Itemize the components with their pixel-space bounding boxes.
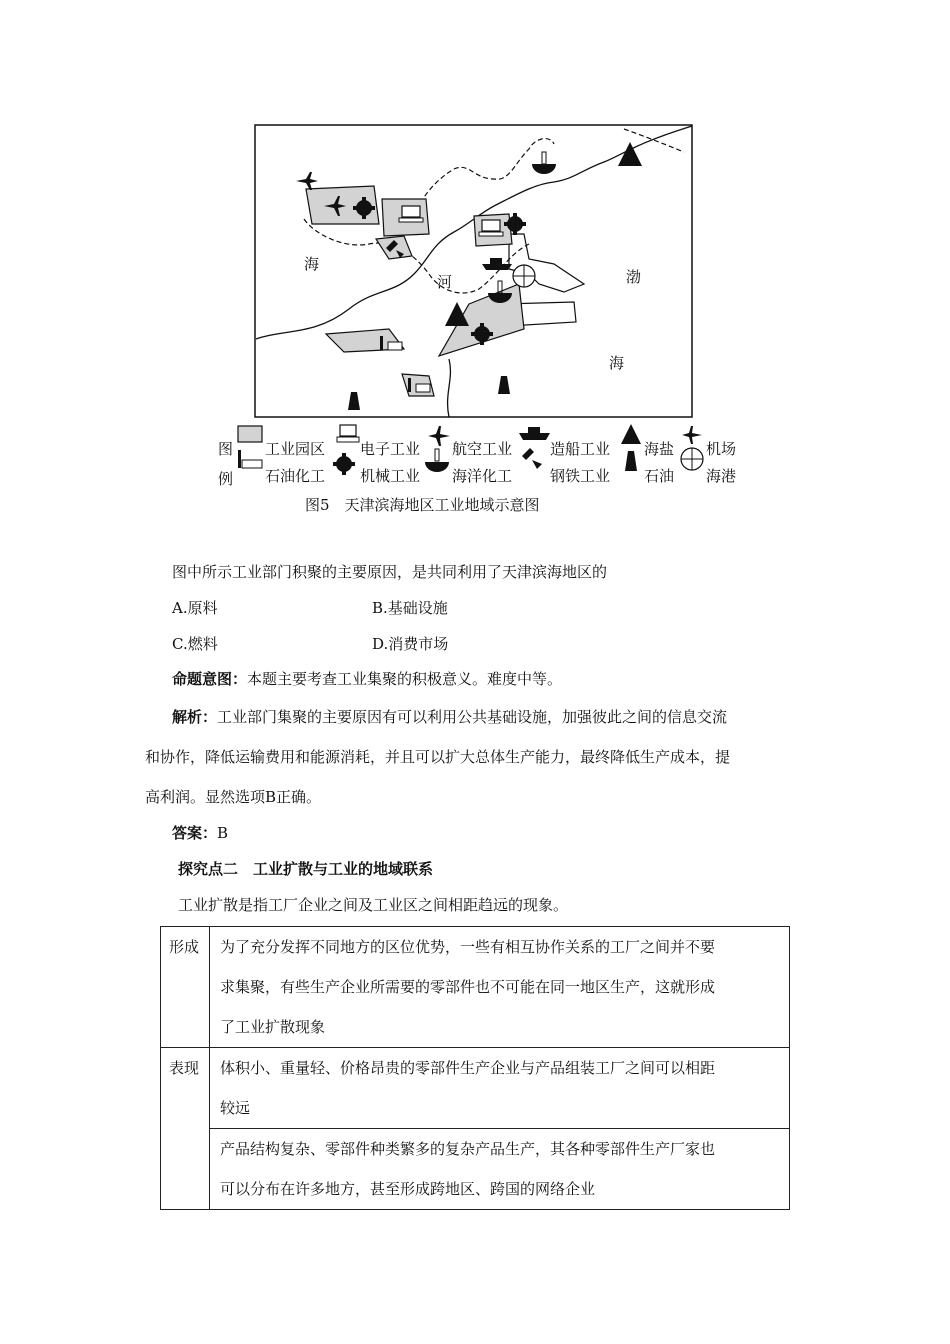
answer-value: B bbox=[217, 824, 229, 842]
section-intro: 工业扩散是指工厂企业之间及工业区之间相距趋远的现象。 bbox=[178, 896, 569, 914]
label-river: 河 bbox=[437, 273, 453, 291]
table-line: 体积小、重量轻、价格昂贵的零部件生产企业与产品组装工厂之间可以相距 bbox=[220, 1059, 716, 1077]
table-row bbox=[161, 927, 790, 1048]
ship-icon bbox=[518, 426, 552, 442]
table-row bbox=[161, 1129, 790, 1210]
answer-label: 答案： bbox=[172, 824, 218, 842]
industrial-region-map bbox=[254, 124, 694, 420]
table-line: 较远 bbox=[220, 1099, 251, 1117]
label-bohai: 渤 bbox=[626, 268, 642, 286]
port-icon bbox=[513, 265, 535, 287]
legend-label-oil: 石油 bbox=[644, 467, 675, 485]
option-b: B.基础设施 bbox=[372, 599, 448, 617]
diffusion-table bbox=[160, 926, 790, 1210]
flask-icon bbox=[424, 448, 450, 474]
table-line: 了工业扩散现象 bbox=[220, 1018, 326, 1036]
intent-label: 命题意图： bbox=[172, 670, 248, 688]
legend-label-aviation: 航空工业 bbox=[452, 440, 513, 458]
legend-label-port: 海港 bbox=[706, 467, 737, 485]
analysis-line-2: 和协作，降低运输费用和能源消耗，并且可以扩大总体生产能力，最终降低生产成本，提 bbox=[145, 748, 731, 766]
table-line: 求集聚，有些生产企业所需要的零部件也不可能在同一地区生产，这就形成 bbox=[220, 978, 716, 996]
row-body-manifestation-2 bbox=[210, 1129, 790, 1210]
legend-label-marine-chemical: 海洋化工 bbox=[452, 467, 513, 485]
analysis-label: 解析： bbox=[172, 708, 218, 726]
row-body-manifestation-1 bbox=[210, 1048, 790, 1129]
row-head-manifestation: 表现 bbox=[161, 1048, 210, 1210]
legend-label-shipbuilding: 造船工业 bbox=[550, 440, 611, 458]
table-line: 为了充分发挥不同地方的区位优势，一些有相互协作关系的工厂之间并不要 bbox=[220, 938, 716, 956]
airport-icon bbox=[680, 424, 704, 446]
port-icon bbox=[679, 446, 705, 472]
figure-caption: 图5 天津滨海地区工业地域示意图 bbox=[305, 496, 540, 514]
row-body-formation bbox=[210, 927, 790, 1048]
table-row bbox=[161, 1048, 790, 1129]
legend-label-steel: 钢铁工业 bbox=[550, 467, 611, 485]
analysis-line-3: 高利润。显然选项B正确。 bbox=[145, 788, 322, 806]
option-d: D.消费市场 bbox=[372, 635, 449, 653]
legend-title-bottom: 例 bbox=[218, 470, 234, 488]
legend-label-machinery: 机械工业 bbox=[360, 467, 421, 485]
computer-icon bbox=[336, 424, 362, 446]
steel-icon bbox=[520, 446, 548, 472]
intent-line bbox=[172, 669, 562, 689]
computer-icon bbox=[479, 220, 503, 236]
analysis-text-1: 工业部门集聚的主要原因有可以利用公共基础设施，加强彼此之间的信息交流 bbox=[217, 708, 728, 726]
gear-icon bbox=[332, 452, 356, 476]
option-c: C.燃料 bbox=[172, 635, 218, 653]
oil-refinery-icon bbox=[236, 448, 266, 472]
legend-title-top: 图 bbox=[218, 440, 234, 458]
table-line: 产品结构复杂、零部件种类繁多的复杂产品生产，其各种零部件生产厂家也 bbox=[220, 1140, 716, 1158]
industrial-park-icon bbox=[236, 424, 266, 444]
legend-label-petrochemical: 石油化工 bbox=[265, 467, 326, 485]
airplane-icon bbox=[426, 424, 452, 448]
legend-label-sea-salt: 海盐 bbox=[644, 440, 675, 458]
section-title: 探究点二 工业扩散与工业的地域联系 bbox=[178, 860, 434, 878]
oil-well-icon bbox=[622, 450, 640, 472]
legend-label-electronics: 电子工业 bbox=[360, 440, 421, 458]
option-a: A.原料 bbox=[172, 599, 218, 617]
label-sea-left: 海 bbox=[304, 255, 320, 273]
legend-label-industrial-park: 工业园区 bbox=[265, 440, 326, 458]
answer-line bbox=[172, 823, 228, 843]
label-sea-right: 海 bbox=[609, 354, 625, 372]
computer-icon bbox=[399, 206, 423, 222]
row-head-formation: 形成 bbox=[161, 927, 210, 1048]
analysis-line-1 bbox=[172, 707, 727, 727]
salt-pile-icon bbox=[620, 423, 642, 445]
question-stem: 图中所示工业部门积聚的主要原因，是共同利用了天津滨海地区的 bbox=[172, 563, 608, 581]
intent-text: 本题主要考查工业集聚的积极意义。难度中等。 bbox=[247, 670, 563, 688]
table-line: 可以分布在许多地方，甚至形成跨地区、跨国的网络企业 bbox=[220, 1180, 596, 1198]
legend-label-airport: 机场 bbox=[706, 440, 737, 458]
